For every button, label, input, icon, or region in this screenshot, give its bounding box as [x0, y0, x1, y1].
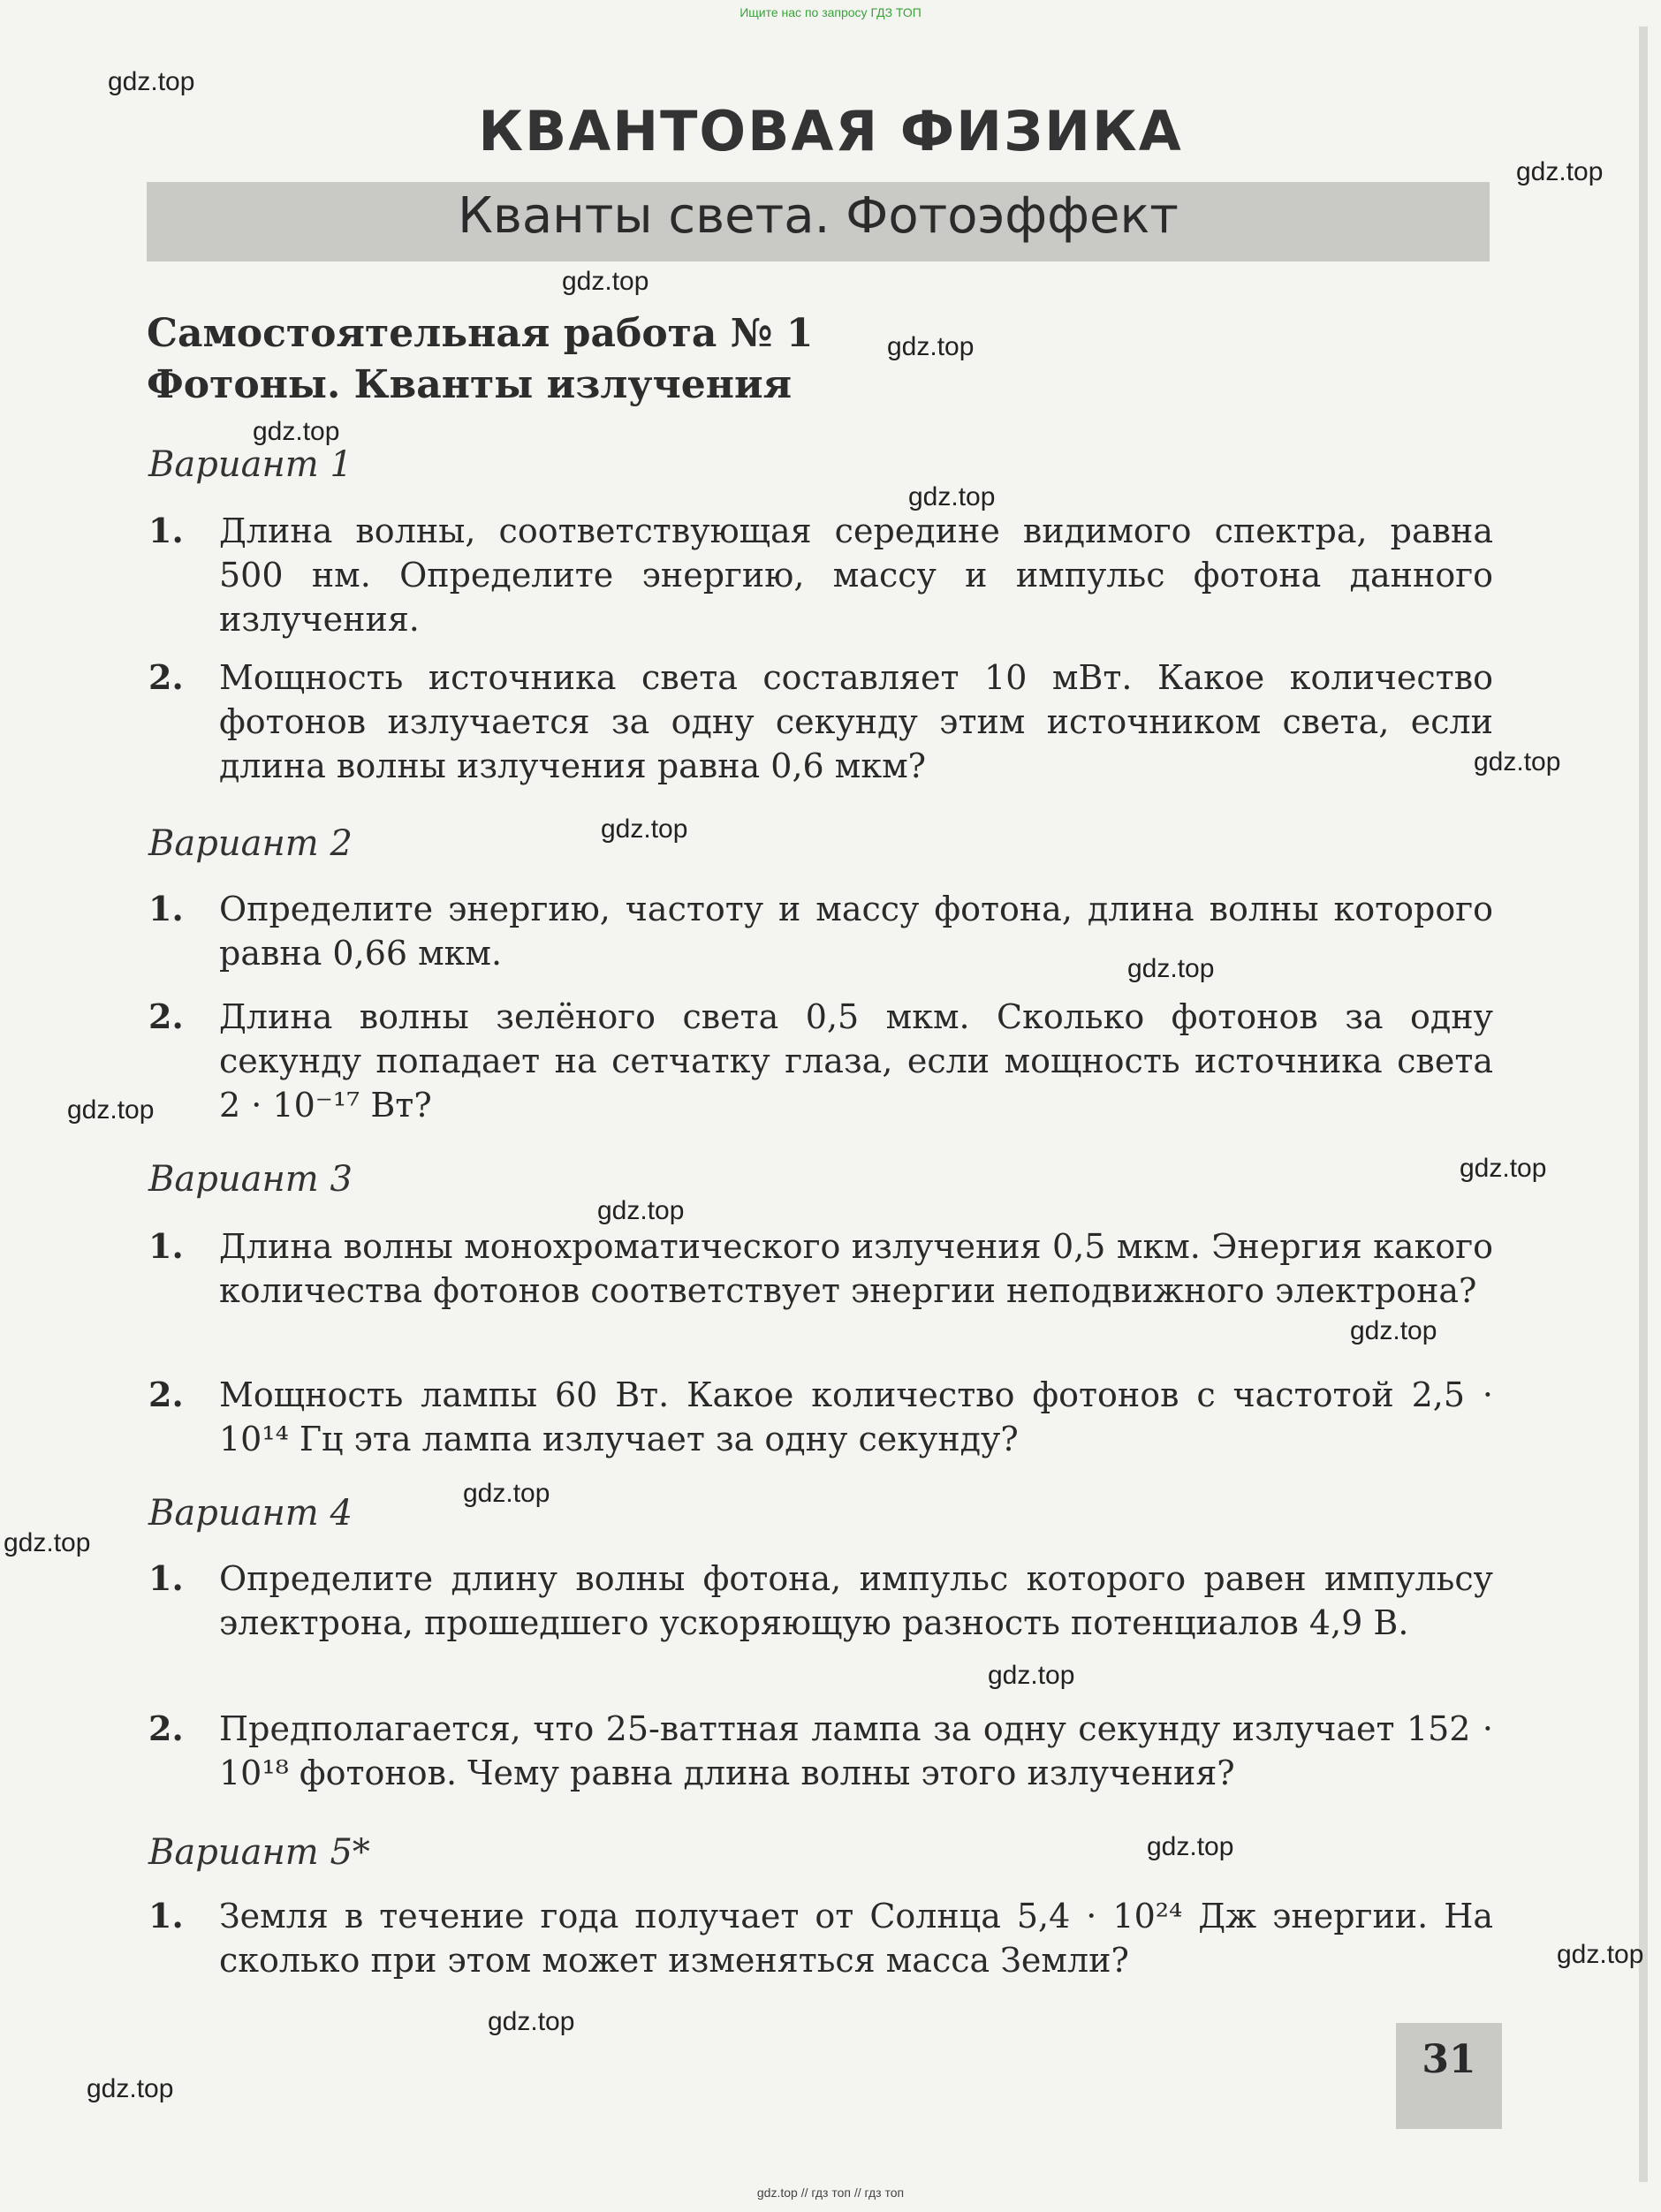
- watermark: gdz.top: [597, 1196, 685, 1225]
- watermark: gdz.top: [562, 267, 649, 296]
- variant-2-label: Вариант 2: [148, 823, 353, 864]
- variant-1-task-2: [148, 655, 1493, 788]
- task-number: 1.: [148, 1896, 184, 1936]
- task-text: Длина волны, соответствующая середине видимого спектра, равна 500 нм. Определите энергию, массу и импульс фотона данного излучения.: [219, 511, 1493, 639]
- task-text: Мощность лампы 60 Вт. Какое количество фотонов с частотой 2,5 · 10¹⁴ Гц эта лампа излучает за одну секунду?: [219, 1375, 1493, 1458]
- task-text: Мощность источника света составляет 10 мВт. Какое количество фотонов излучается за одну секунду этим источником света, если длина волны излучения равна 0,6 мкм?: [219, 658, 1493, 785]
- task-text: Длина волны зелёного света 0,5 мкм. Сколько фотонов за одну секунду попадает на сетчатку глаза, если мощность источника света 2 · 10⁻¹⁷ Вт?: [219, 997, 1493, 1125]
- header-note: Ищите нас по запросу ГДЗ ТОП: [739, 5, 922, 19]
- watermark: gdz.top: [1474, 747, 1561, 776]
- watermark: gdz.top: [1350, 1316, 1437, 1345]
- variant-5-task-1: [148, 1894, 1493, 1982]
- task-number: 2.: [148, 657, 184, 697]
- task-number: 2.: [148, 1708, 184, 1748]
- variant-2-task-2: [148, 995, 1493, 1127]
- watermark: gdz.top: [1516, 157, 1604, 186]
- watermark: gdz.top: [908, 482, 996, 511]
- watermark: gdz.top: [988, 1661, 1075, 1690]
- footer-note: gdz.top // гдз топ // гдз топ: [756, 2185, 905, 2200]
- variant-2-task-1: [148, 887, 1493, 975]
- task-text: Земля в течение года получает от Солнца 5,4 · 10²⁴ Дж энергии. На сколько при этом может изменяться масса Земли?: [219, 1897, 1493, 1980]
- task-text: Определите длину волны фотона, импульс которого равен импульсу электрона, прошедшего ускоряющую разность потенциалов 4,9 В.: [219, 1559, 1493, 1642]
- variant-4-task-2: [148, 1707, 1493, 1795]
- watermark: gdz.top: [87, 2074, 174, 2103]
- watermark: gdz.top: [1147, 1832, 1234, 1861]
- variant-4-label: Вариант 4: [148, 1493, 353, 1534]
- watermark: gdz.top: [1460, 1154, 1547, 1183]
- watermark: gdz.top: [488, 2007, 575, 2036]
- watermark: gdz.top: [4, 1528, 91, 1557]
- variant-1-task-1: [148, 509, 1493, 641]
- work-subtitle: Фотоны. Кванты излучения: [147, 362, 793, 407]
- watermark: gdz.top: [463, 1479, 550, 1508]
- work-title: Самостоятельная работа № 1: [147, 311, 814, 356]
- task-number: 2.: [148, 996, 184, 1036]
- watermark: gdz.top: [253, 417, 340, 446]
- variant-3-task-1: [148, 1224, 1493, 1313]
- section-title: КВАНТОВАЯ ФИЗИКА: [478, 99, 1183, 163]
- task-text: Длина волны монохроматического излучения 0,5 мкм. Энергия какого количества фотонов соответствует энергии неподвижного электрона?: [219, 1227, 1493, 1310]
- task-number: 2.: [148, 1375, 184, 1414]
- task-number: 1.: [148, 511, 184, 550]
- page-number: 31: [1422, 2037, 1476, 2082]
- watermark: gdz.top: [67, 1095, 155, 1125]
- task-text: Определите энергию, частоту и массу фотона, длина волны которого равна 0,66 мкм.: [219, 890, 1493, 973]
- variant-3-task-2: [148, 1373, 1493, 1461]
- page-edge: [1639, 27, 1648, 2182]
- task-number: 1.: [148, 1226, 184, 1266]
- task-text: Предполагается, что 25-ваттная лампа за одну секунду излучает 152 · 10¹⁸ фотонов. Чему равна длина волны этого излучения?: [219, 1709, 1493, 1792]
- watermark: gdz.top: [1557, 1940, 1644, 1969]
- variant-3-label: Вариант 3: [148, 1159, 353, 1200]
- watermark: gdz.top: [601, 814, 688, 844]
- watermark: gdz.top: [1127, 954, 1215, 983]
- variant-4-task-1: [148, 1557, 1493, 1645]
- task-number: 1.: [148, 1558, 184, 1598]
- variant-1-label: Вариант 1: [148, 444, 353, 485]
- variant-5-label: Вариант 5*: [148, 1832, 370, 1873]
- task-number: 1.: [148, 889, 184, 928]
- watermark: gdz.top: [108, 67, 195, 96]
- topic-title: Кванты света. Фотоэффект: [458, 187, 1179, 245]
- watermark: gdz.top: [887, 332, 975, 361]
